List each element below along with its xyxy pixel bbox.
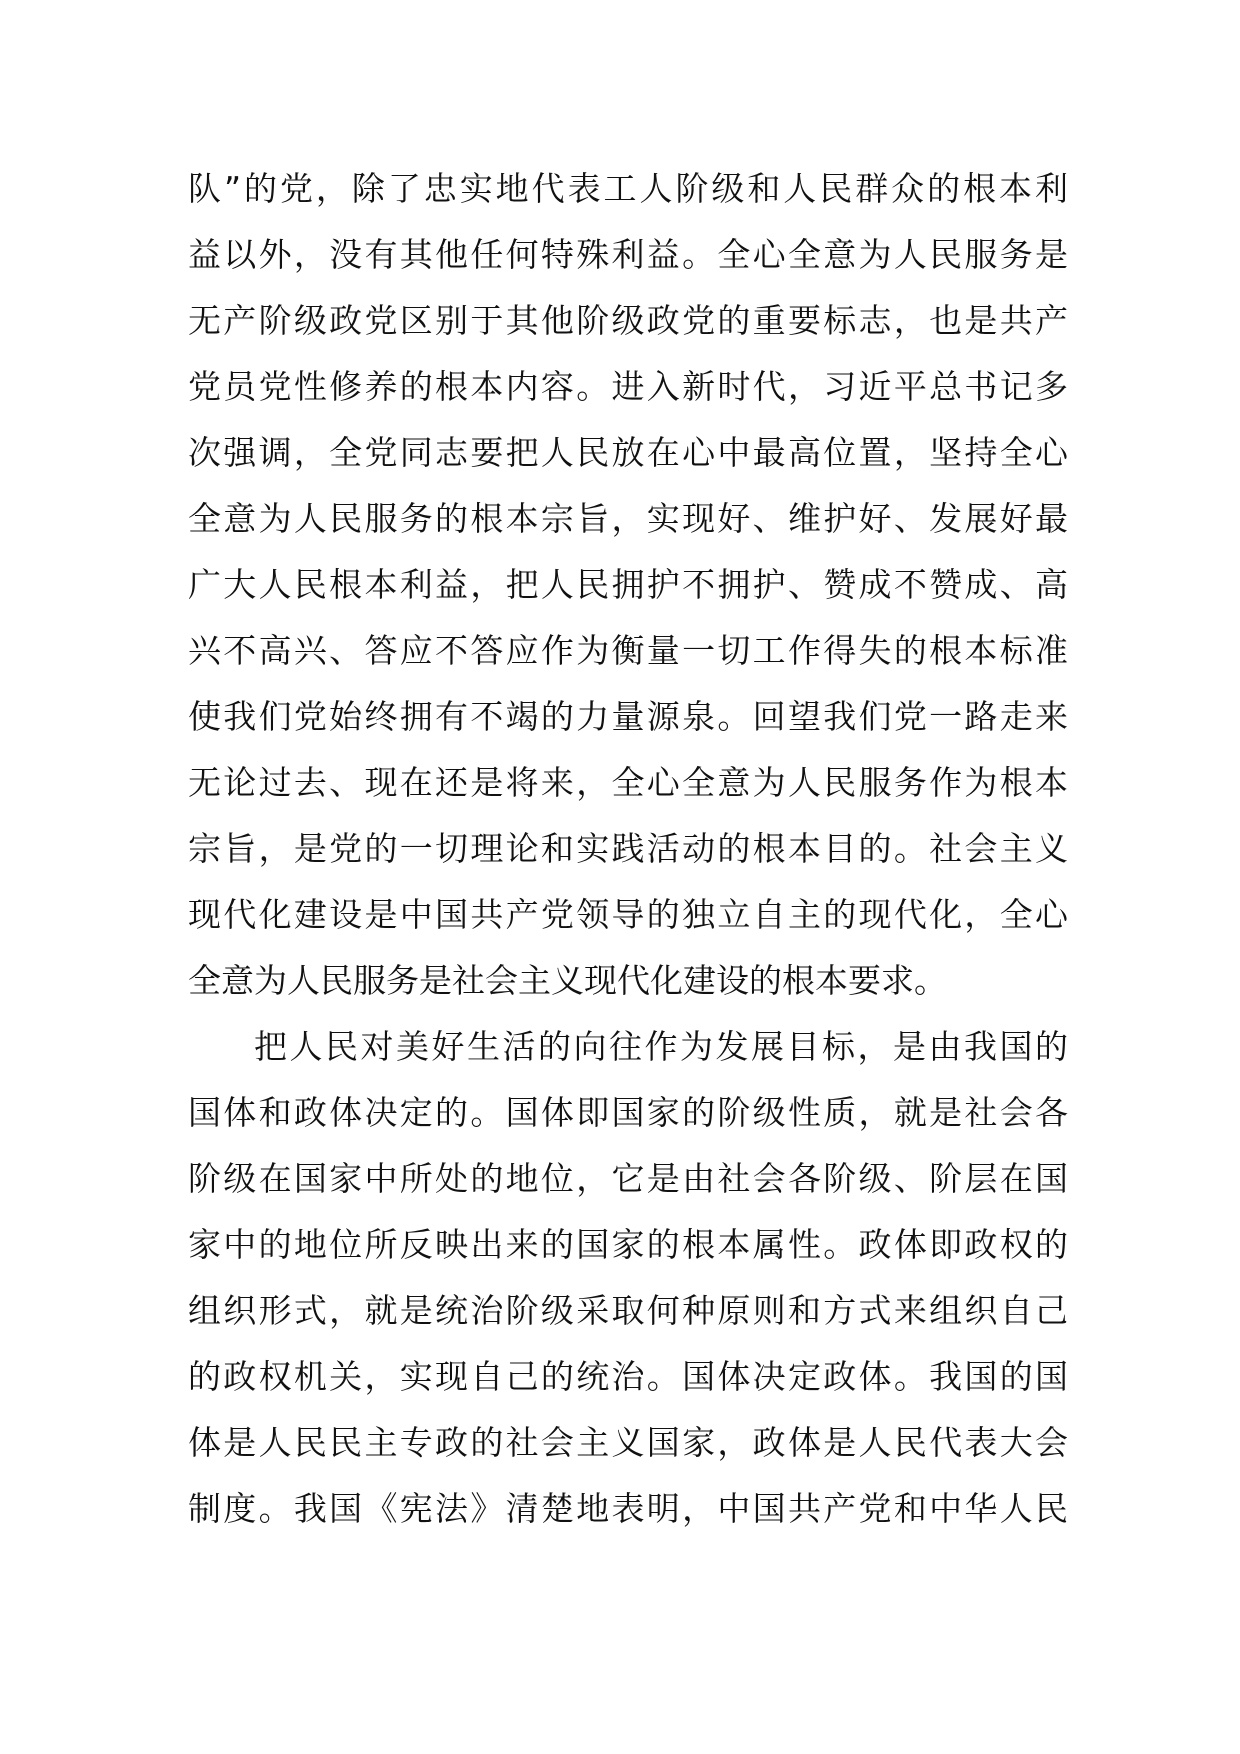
text-line: 党员党性修养的根本内容。进入新时代，习近平总书记多 <box>188 367 1068 406</box>
text-line: 使我们党始终拥有不竭的力量源泉。回望我们党一路走来 <box>188 697 1068 736</box>
text-line: 的政权机关，实现自己的统治。国体决定政体。我国的国 <box>188 1357 1068 1396</box>
text-line: 益以外，没有其他任何特殊利益。全心全意为人民服务是 <box>188 235 1068 274</box>
text-line: 国体和政体决定的。国体即国家的阶级性质，就是社会各 <box>188 1093 1068 1132</box>
text-line: 广大人民根本利益，把人民拥护不拥护、赞成不赞成、高 <box>188 565 1068 604</box>
body-text <box>188 156 1068 1542</box>
text-line: 全意为人民服务的根本宗旨，实现好、维护好、发展好最 <box>188 499 1068 538</box>
text-line: 全意为人民服务是社会主义现代化建设的根本要求。 <box>188 961 947 1000</box>
text-line: 家中的地位所反映出来的国家的根本属性。政体即政权的 <box>188 1225 1068 1264</box>
text-line: 体是人民民主专政的社会主义国家，政体是人民代表大会 <box>188 1423 1068 1462</box>
text-line: 无论过去、现在还是将来，全心全意为人民服务作为根本 <box>188 763 1068 802</box>
text-line: 组织形式，就是统治阶级采取何种原则和方式来组织自己 <box>188 1291 1068 1330</box>
text-line: 兴不高兴、答应不答应作为衡量一切工作得失的根本标准 <box>188 631 1068 670</box>
text-line: 无产阶级政党区别于其他阶级政党的重要标志，也是共产 <box>188 301 1068 340</box>
text-line: 宗旨，是党的一切理论和实践活动的根本目的。社会主义 <box>188 829 1068 868</box>
text-line: 阶级在国家中所处的地位，它是由社会各阶级、阶层在国 <box>188 1159 1068 1198</box>
text-line: 制度。我国《宪法》清楚地表明，中国共产党和中华人民 <box>188 1489 1068 1528</box>
text-line: 队”的党，除了忠实地代表工人阶级和人民群众的根本利 <box>188 169 1068 208</box>
text-line: 现代化建设是中国共产党领导的独立自主的现代化，全心 <box>188 895 1068 934</box>
text-line: 把人民对美好生活的向往作为发展目标，是由我国的 <box>254 1027 1068 1066</box>
text-line: 次强调，全党同志要把人民放在心中最高位置，坚持全心 <box>188 433 1068 472</box>
